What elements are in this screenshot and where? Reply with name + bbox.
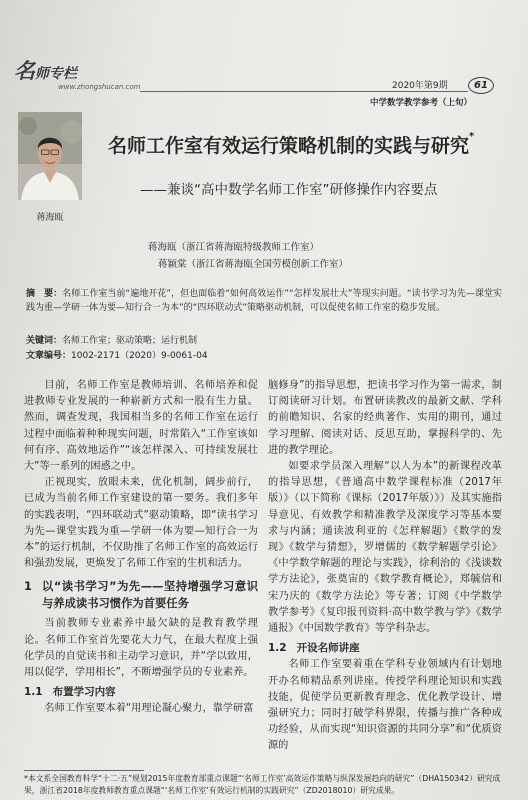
body-paragraph: 目前，名师工作室是教师培训、名师培养和促进教师专业发展的一种崭新方式和一股有生力量。然而，调查发现，我国相当多的名师工作室在运行过程中面临着种种现实问题，时常陷入“工作室该如何有序、高效地运作”“该怎样深入、可持续发展壮大”等一系列的困惑之中。	[24, 380, 258, 473]
subsection-heading-text: 开设名师讲座	[296, 642, 360, 655]
section-heading-1	[24, 578, 258, 612]
title-footnote-mark: *	[469, 131, 475, 142]
body-paragraph: 如要求学员深入理解“以人为本”的新课程改革的指导思想，《普通高中数学课程标准（2017年版）》（以下简称《课标（2017年版）》）及其实施指导意见、有效教学和精准教学及深度学习等基本要求与内涵；通读波利亚的《怎样解题》《数学的发现》《数学与猜想》，罗增儒的《数学解题学引论》《中学数学解题的理论与实践》，徐利治的《浅谈数学方法论》，张奠宙的《数学教育概论》，郑毓信和宋乃庆的《数学方法论》等专著；订阅《中学数学教学参考》《复印报刊资料·高中数学教与学》《数学通报》《中国数学教育》等学科杂志。	[268, 461, 502, 635]
author-list	[148, 239, 348, 273]
keywords-text: 名师工作室；驱动策略；运行机制	[62, 336, 198, 346]
subsection-number: 1.1	[24, 686, 43, 699]
body-column-right	[268, 378, 502, 766]
website-url: www.zhongshucan.com	[58, 83, 141, 91]
keywords-label: 关键词：	[26, 336, 63, 346]
page-number: 61	[468, 77, 494, 94]
section-heading-text: 以“读书学习”为先——坚持增强学习意识与养成读书习惯作为首要任务	[42, 580, 258, 611]
article-title	[108, 131, 474, 158]
article-number-text: 1002-2171（2020）9-0061-04	[71, 351, 208, 361]
abstract	[26, 287, 502, 315]
footnote-rule	[24, 770, 144, 771]
header-rule	[140, 91, 468, 92]
article-number-label: 文章编号：	[26, 351, 72, 361]
body-column-left	[24, 378, 258, 766]
photo-caption: 蒋海瓯	[36, 213, 64, 223]
body-paragraph: 名师工作室要本着“用理论凝心聚力，靠学研富	[44, 703, 254, 715]
author-portrait-image	[18, 112, 82, 200]
body-paragraph-continued: 脑修身”的指导思想，把读书学习作为第一需求，制订阅读研习计划。布置研读教改的最新文献、学科的前瞻知识、名家的经典著作、实用的期刊，通过学习理解、阅读对话、反思互助，掌握科学的、先进的教学理论。	[268, 380, 502, 456]
author-1: 蒋海瓯（浙江省蒋海瓯特级教师工作室）	[148, 242, 320, 253]
issue-label: 2020年第9期	[392, 81, 448, 91]
article-title-text: 名师工作室有效运行策略机制的实践与研究	[108, 135, 470, 157]
keywords	[26, 333, 197, 346]
subsection-number: 1.2	[268, 642, 287, 655]
abstract-label: 摘 要：	[26, 289, 63, 299]
body-paragraph: 当前教师专业素养中最欠缺的是教育教学理论。名师工作室首先要花大力气，在最大程度上强化学员的自觉读书和主动学习意识，并“学以致用，用以促学，学用相长”，不断增强学员的专业素养。	[24, 618, 258, 679]
author-2: 蒋颖棠（浙江省蒋海瓯全国劳模创新工作室）	[158, 259, 349, 270]
abstract-text: 名师工作室当前“遍地开花”，但也面临着“如何高效运作”“怎样发展壮大”等现实问题。“读书学习为先—课堂实践为重—学研一体为要—知行合一为本”的“四环联动式”策略驱动机制，可以促使名师工作室的稳步发展。	[26, 289, 502, 313]
subsection-heading-1-2	[268, 640, 502, 656]
subsection-heading-1-1	[24, 684, 258, 700]
section-number: 1	[24, 580, 32, 594]
body-paragraph: 正视现实，放眼未来，优化机制，阔步前行，已成为当前名师工作室建设的第一要务。我们多年的实践表明，“四环联动式”驱动策略，即“读书学习为先—课堂实践为重—学研一体为要—知行合一为本”的运行机制，不仅助推了名师工作室的高效运行和强劲发展，更焕发了名师工作室的生机和活力。	[24, 477, 258, 570]
journal-name: 中学数学教学参考（上旬）	[370, 98, 473, 108]
footnote: *本文系全国教育科学“十二·五”规划2015年度教育部重点课题“‘名师工作室’高效运作策略与纵深发展趋向的研究”（DHA150342）研究成果，浙江省2018年度教师教育重点课题“‘名师工作室’有效运行机制的实践研究”（ZD2018010）研究成果。	[24, 774, 501, 795]
article-number	[26, 348, 208, 361]
body-paragraph: 名师工作室要着重在学科专业领域内有计划地开办名师精品系列讲座。传授学科理论知识和实践技能，促使学员更新教育理念、优化教学设计、增强研究力；同时打破学科界限，传播与推广各种成功经验，从而实现“知识资源的共同分享”和“优质资源的	[268, 659, 502, 752]
author-photo	[18, 112, 82, 200]
column-logo: 名师专栏	[14, 58, 77, 83]
article-subtitle: ——兼谈“高中数学名师工作室”研修操作内容要点	[140, 182, 438, 198]
subsection-heading-text: 布置学习内容	[52, 686, 116, 699]
